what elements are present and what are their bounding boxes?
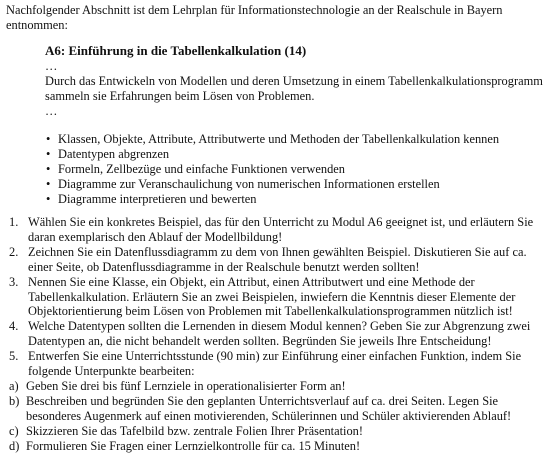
intro-paragraph: Nachfolgender Abschnitt ist dem Lehrplan für Informationstechnologie an der Realschule in Bayern entnommen: (6, 3, 503, 32)
learning-goals-list (44, 132, 548, 207)
task-list (6, 215, 546, 454)
subtask-item-d (6, 439, 546, 454)
task-number: 3. (9, 274, 19, 289)
task-text: Welche Datentypen sollten die Lernenden in diesem Modul kennen? Geben Sie zur Abgrenzung zwei Datentypen an, die nicht behandelt werden sollten. Begründen Sie jeweils Ihre Entscheidung! (28, 319, 531, 349)
task-text: Zeichnen Sie ein Datenflussdiagramm zu dem von Ihnen gewählten Beispiel. Diskutieren Sie auf ca. einer Seite, ob Datenflussdiagramme in der Realschule benutzt werden sollten! (28, 244, 527, 274)
task-number: 1. (9, 215, 19, 229)
task-number: 2. (9, 244, 19, 259)
subtask-item-a (6, 379, 546, 394)
bullet-item: • Formeln, Zellbezüge und einfache Funktionen verwenden (44, 162, 548, 177)
task-text: Wählen Sie ein konkretes Beispiel, das für den Unterricht zu Modul A6 geeignet ist, und erläutern Sie daran exemplarisch den Ablauf der Modellbildung! (28, 215, 534, 244)
ellipsis-top: … (45, 58, 58, 73)
subtask-text: Formulieren Sie Fragen einer Lernzielkontrolle für ca. 15 Minuten! (26, 438, 361, 453)
subtask-text: Beschreiben und begründen Sie den geplanten Unterrichtsverlauf auf ca. drei Seiten. Legen Sie besonderes Augenmerk auf einen motivierenden, Schülerinnen und Schüler aktivierenden Ablauf! (26, 393, 512, 423)
subtask-item-c (6, 424, 546, 439)
bullet-item: • Diagramme interpretieren und bewerten (44, 192, 548, 207)
module-title: A6: Einführung in die Tabellenkalkulation (14) (45, 43, 307, 58)
subtask-text: Geben Sie drei bis fünf Lernziele in operationalisierter Form an! (26, 378, 346, 393)
excerpt-text: Durch das Entwickeln von Modellen und deren Umsetzung in einem Tabellenkalkulationsprogramm sammeln sie Erfahrungen beim Lösen von Problemen. (45, 73, 543, 103)
bullet-item: • Datentypen abgrenzen (44, 147, 548, 162)
subtask-item-b (6, 394, 546, 424)
task-item-5 (6, 349, 546, 453)
task-item-4 (6, 319, 546, 349)
subtask-letter: d) (9, 438, 20, 453)
task-number: 4. (9, 319, 19, 334)
curriculum-excerpt (45, 44, 545, 119)
subtask-letter: c) (9, 423, 19, 438)
task-item-3 (6, 275, 546, 320)
subtask-text: Skizzieren Sie das Tafelbild bzw. zentrale Folien Ihrer Präsentation! (26, 423, 364, 438)
task-text: Entwerfen Sie eine Unterrichtsstunde (90 min) zur Einführung einer einfachen Funktion, indem Sie folgende Unterpunkte bearbeiten: (28, 349, 522, 379)
subtask-list (9, 378, 546, 454)
ellipsis-bottom: … (45, 103, 58, 118)
bullet-item: • Diagramme zur Veranschaulichung von numerischen Informationen erstellen (44, 177, 548, 192)
subtask-letter: a) (9, 378, 19, 393)
task-number: 5. (9, 349, 19, 364)
task-item-2 (6, 245, 546, 275)
task-item-1 (6, 215, 546, 245)
subtask-letter: b) (9, 393, 20, 408)
bullet-item: • Klassen, Objekte, Attribute, Attributwerte und Methoden der Tabellenkalkulation kennen (44, 132, 548, 147)
task-text: Nennen Sie eine Klasse, ein Objekt, ein Attribut, einen Attributwert und eine Methode der Tabellenkalkulation. Erläutern Sie an zwei Beispielen, inwiefern die Kenntnis dieser Elemente der Objektorientierung beim Lösen von Problemen mit Tabellenkalkulationsprogrammen nützlich ist! (28, 274, 516, 319)
